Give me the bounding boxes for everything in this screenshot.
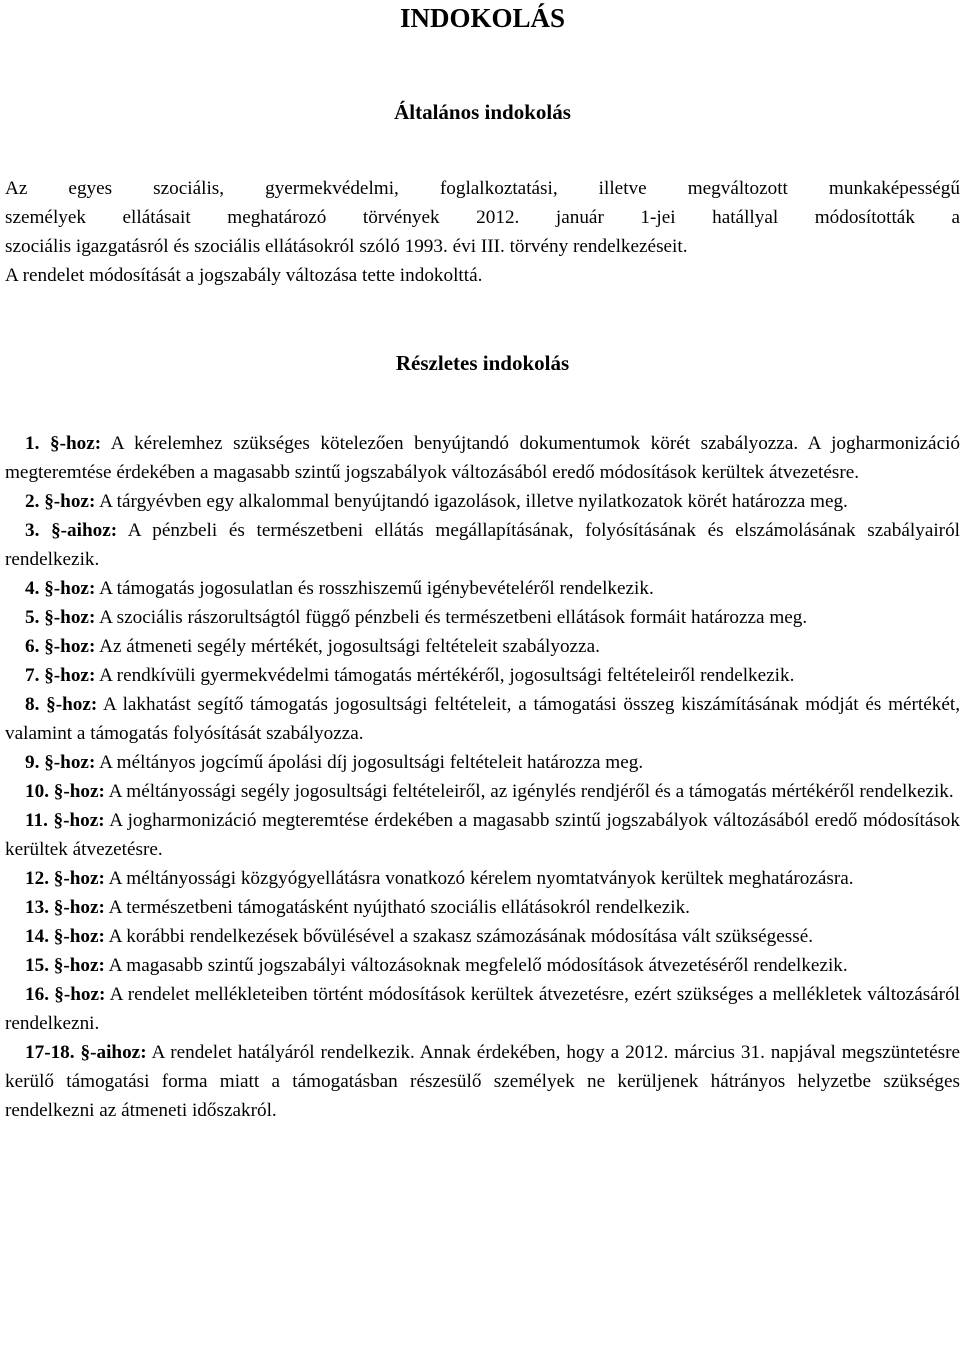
detailed-heading: Részletes indokolás [395, 351, 570, 375]
item-text: A méltányos jogcímű ápolási díj jogosultsági feltételeit határozza meg. [95, 752, 644, 773]
item-text: A jogharmonizáció megteremtése érdekében a magasabb szintű jogszabályok változásából eredő módosítások kerültek átvezetésre. [5, 810, 960, 860]
detailed-item [5, 951, 960, 980]
item-section-ref: §-hoz: [44, 665, 96, 686]
item-section-ref: §-hoz: [44, 578, 96, 599]
item-number: 1. [25, 433, 50, 454]
item-number: 7. [25, 665, 45, 686]
general-line: A rendelet módosítását a jogszabály változása tette indokolttá. [5, 265, 483, 286]
item-number: 3. [25, 520, 52, 541]
detailed-item [5, 748, 960, 777]
item-text: A lakhatást segítő támogatás jogosultsági feltételeit, a támogatási összeg kiszámításának módját és mértékét, valamint a támogatás folyósítását szabályozza. [5, 694, 960, 744]
general-line: személyek ellátásait meghatározó törvények 2012. január 1-jei hatállyal módosították a [5, 207, 960, 228]
item-text: A rendelet mellékleteiben történt módosítások kerültek átvezetésre, ezért szükséges a mellékletek változásáról rendelkezni. [5, 984, 960, 1034]
item-section-ref: §-hoz: [53, 810, 105, 831]
item-number: 8. [25, 694, 47, 715]
item-section-ref: §-hoz: [44, 607, 96, 628]
detailed-item [5, 429, 960, 487]
item-section-ref: §-aihoz: [51, 520, 118, 541]
document-page [5, 0, 960, 1125]
item-section-ref: §-hoz: [44, 636, 96, 657]
detailed-item [5, 487, 960, 516]
item-number: 5. [25, 607, 45, 628]
item-text: A tárgyévben egy alkalommal benyújtandó igazolások, illetve nyilatkozatok körét határozza meg. [95, 491, 848, 512]
item-text: A magasabb szintű jogszabályi változásoknak megfelelő módosítások átvezetéséről rendelkezik. [104, 955, 848, 976]
item-text: A rendkívüli gyermekvédelmi támogatás mértékéről, jogosultsági feltételeiről rendelkezik. [95, 665, 795, 686]
item-section-ref: §-hoz: [53, 926, 105, 947]
detailed-item [5, 690, 960, 748]
item-section-ref: §-aihoz: [80, 1042, 147, 1063]
item-number: 15. [25, 955, 54, 976]
item-section-ref: §-hoz: [53, 781, 105, 802]
detailed-item [5, 806, 960, 864]
item-number: 6. [25, 636, 45, 657]
item-number: 2. [25, 491, 45, 512]
item-text: A természetbeni támogatásként nyújtható szociális ellátásokról rendelkezik. [104, 897, 690, 918]
item-text: A támogatás jogosulatlan és rosszhiszemű igénybevételéről rendelkezik. [95, 578, 654, 599]
general-line: szociális igazgatásról és szociális ellátásokról szóló 1993. évi III. törvény rendelkezéseit. [5, 236, 688, 257]
item-number: 4. [25, 578, 45, 599]
item-number: 10. [25, 781, 54, 802]
item-text: A korábbi rendelkezések bővülésével a szakasz számozásának módosítása vált szükségessé. [104, 926, 814, 947]
item-text: A méltányossági közgyógyellátásra vonatkozó kérelem nyomtatványok kerültek meghatározásra. [104, 868, 854, 889]
general-line: Az egyes szociális, gyermekvédelmi, foglalkoztatási, illetve megváltozott munkaképességű [5, 178, 960, 199]
detailed-item [5, 777, 960, 806]
item-text: A rendelet hatályáról rendelkezik. Annak érdekében, hogy a 2012. március 31. napjával megszüntetésre kerülő támogatási forma miatt a támogatásban részesülő személyek ne kerüljenek hátrányos helyzetbe szükséges rendelkezni az átmeneti időszakról. [5, 1042, 960, 1121]
detailed-items [5, 429, 960, 1125]
item-number: 17-18. [25, 1042, 81, 1063]
item-section-ref: §-hoz: [50, 433, 102, 454]
item-text: A pénzbeli és természetbeni ellátás megállapításának, folyósításának és elszámolásának szabályairól rendelkezik. [5, 520, 960, 570]
detailed-item [5, 1038, 960, 1125]
detailed-item [5, 893, 960, 922]
detailed-item [5, 922, 960, 951]
general-heading: Általános indokolás [394, 100, 571, 124]
item-section-ref: §-hoz: [53, 955, 105, 976]
item-text: A szociális rászorultságtól függő pénzbeli és természetbeni ellátások formáit határozza meg. [95, 607, 808, 628]
item-text: A kérelemhez szükséges kötelezően benyújtandó dokumentumok körét szabályozza. A jogharmonizáció megteremtése érdekében a magasabb szintű jogszabályok változásából eredő módosítások kerültek átvezetésre. [5, 433, 960, 483]
document-title: INDOKOLÁS [399, 3, 566, 33]
item-text: Az átmeneti segély mértékét, jogosultsági feltételeit szabályozza. [95, 636, 600, 657]
detailed-item [5, 632, 960, 661]
item-section-ref: §-hoz: [44, 752, 96, 773]
item-section-ref: §-hoz: [54, 984, 106, 1005]
item-number: 14. [25, 926, 54, 947]
item-number: 16. [25, 984, 55, 1005]
item-section-ref: §-hoz: [53, 868, 105, 889]
item-number: 12. [25, 868, 54, 889]
detailed-item [5, 516, 960, 574]
item-text: A méltányossági segély jogosultsági feltételeiről, az igénylés rendjéről és a támogatás mértékéről rendelkezik. [104, 781, 954, 802]
item-number: 13. [25, 897, 54, 918]
detailed-item [5, 661, 960, 690]
item-section-ref: §-hoz: [46, 694, 98, 715]
detailed-item [5, 980, 960, 1038]
detailed-item [5, 603, 960, 632]
general-paragraph [5, 174, 960, 290]
item-section-ref: §-hoz: [53, 897, 105, 918]
detailed-item [5, 574, 960, 603]
item-number: 11. [25, 810, 54, 831]
detailed-item [5, 864, 960, 893]
item-number: 9. [25, 752, 45, 773]
item-section-ref: §-hoz: [44, 491, 96, 512]
